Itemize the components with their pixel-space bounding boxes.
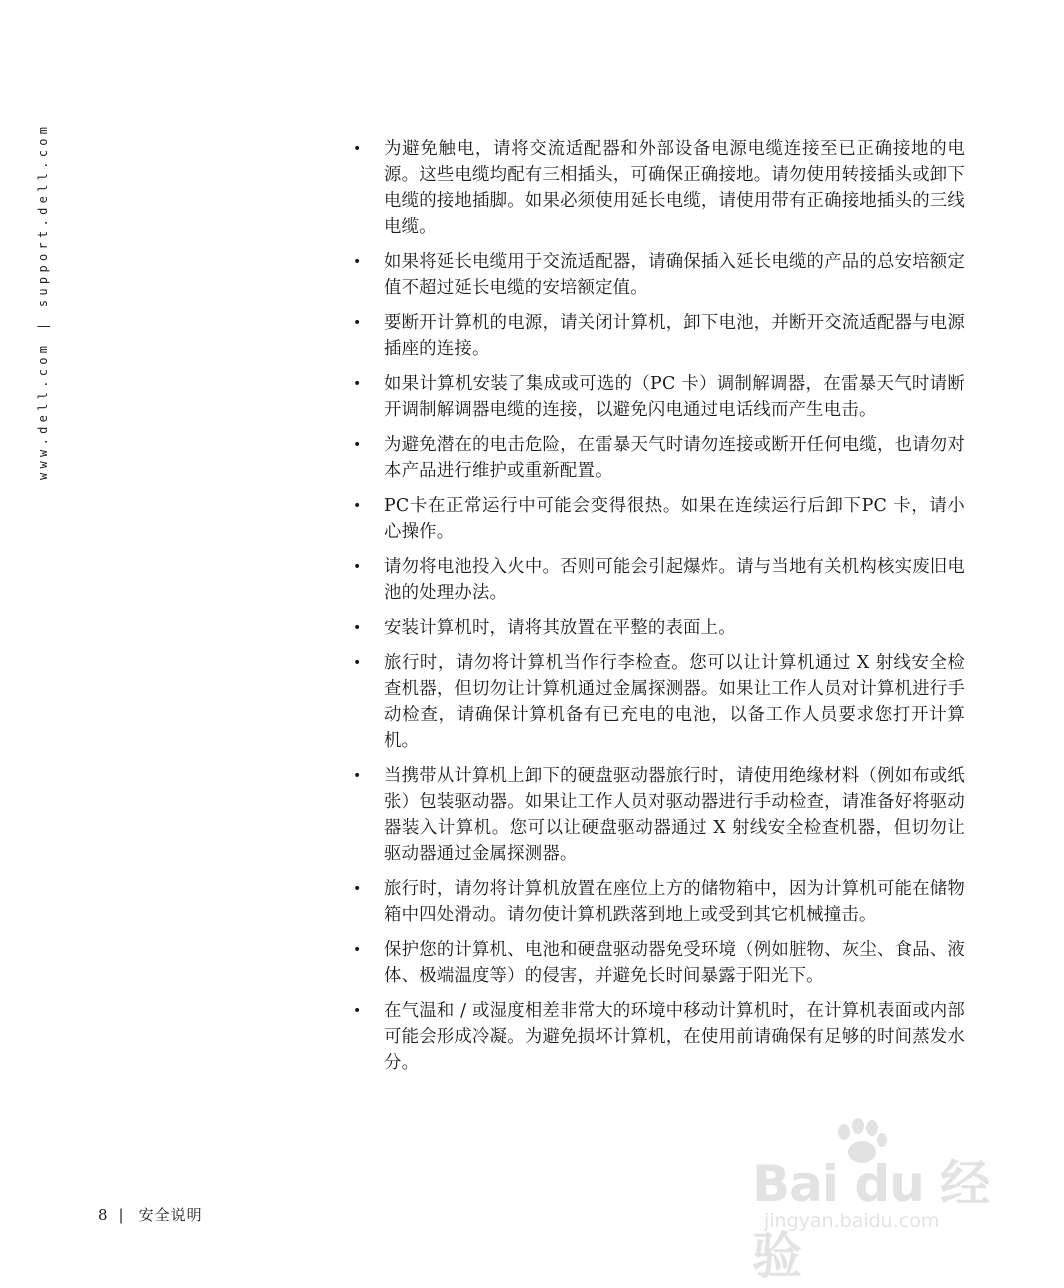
list-item: [353, 371, 965, 423]
list-item-text: 为避免潜在的电击危险，在雷暴天气时请勿连接或断开任何电缆，也请勿对本产品进行维护或重新配置。: [384, 435, 965, 481]
section-title: 安全说明: [138, 1206, 203, 1224]
bullet-icon: •: [353, 881, 362, 897]
list-item-text: 旅行时，请勿将计算机放置在座位上方的储物箱中，因为计算机可能在储物箱中四处滑动。请勿使计算机跌落到地上或受到其它机械撞击。: [384, 879, 965, 925]
sidebar-url-text: www.dell.com | support.dell.com: [36, 122, 50, 480]
bullet-icon: •: [353, 942, 362, 958]
list-item: [353, 650, 965, 754]
list-item: [353, 249, 965, 301]
sidebar-url: [36, 122, 56, 480]
list-item: [353, 493, 965, 545]
list-item: [353, 763, 965, 867]
bullet-icon: •: [353, 498, 362, 514]
list-item: [353, 432, 965, 484]
list-item-text: 保护您的计算机、电池和硬盘驱动器免受环境（例如脏物、灰尘、食品、液体、极端温度等）的侵害，并避免长时间暴露于阳光下。: [384, 940, 965, 986]
bullet-icon: •: [353, 1003, 362, 1019]
list-item-text: 请勿将电池投入火中。否则可能会引起爆炸。请与当地有关机构核实废旧电池的处理办法。: [384, 557, 965, 603]
bullet-icon: •: [353, 376, 362, 392]
bullet-icon: •: [353, 768, 362, 784]
list-item-text: 当携带从计算机上卸下的硬盘驱动器旅行时，请使用绝缘材料（例如布或纸张）包装驱动器。如果让工作人员对驱动器进行手动检查，请准备好将驱动器装入计算机。您可以让硬盘驱动器通过 X 射线安全检查机器，但切勿让驱动器通过金属探测器。: [384, 766, 965, 864]
list-item-text: 为避免触电，请将交流适配器和外部设备电源电缆连接至已正确接地的电源。这些电缆均配有三相插头，可确保正确接地。请勿使用转接插头或卸下电缆的接地插脚。如果必须使用延长电缆，请使用带有正确接地插头的三线电缆。: [384, 139, 965, 237]
bullet-icon: •: [353, 559, 362, 575]
list-item: [353, 937, 965, 989]
list-item-text: PC卡在正常运行中可能会变得很热。如果在连续运行后卸下PC 卡，请小心操作。: [384, 496, 965, 542]
bullet-icon: •: [353, 254, 362, 270]
main-content: [353, 136, 965, 1085]
list-item: [353, 615, 965, 641]
list-item-text: 如果将延长电缆用于交流适配器，请确保插入延长电缆的产品的总安培额定值不超过延长电缆的安培额定值。: [384, 252, 965, 298]
bullet-icon: •: [353, 655, 362, 671]
page-footer: [98, 1204, 203, 1225]
list-item: [353, 998, 965, 1076]
list-item-text: 如果计算机安装了集成或可选的（PC 卡）调制解调器，在雷暴天气时请断开调制解调器电缆的连接，以避免闪电通过电话线而产生电击。: [384, 374, 965, 420]
watermark-logo-text: Bai du 经验: [752, 1155, 990, 1285]
watermark-url: jingyan.baidu.com: [764, 1210, 940, 1232]
list-item: [353, 310, 965, 362]
list-item: [353, 136, 965, 240]
bullet-icon: •: [353, 620, 362, 636]
list-item-text: 旅行时，请勿将计算机当作行李检查。您可以让计算机通过 X 射线安全检查机器，但切勿让计算机通过金属探测器。如果让工作人员对计算机进行手动检查，请确保计算机备有已充电的电池，以备工作人员要求您打开计算机。: [384, 653, 965, 751]
baidu-watermark: [752, 1118, 1002, 1285]
list-item: [353, 876, 965, 928]
list-item: [353, 554, 965, 606]
bullet-list: [353, 136, 965, 1076]
list-item-text: 要断开计算机的电源，请关闭计算机，卸下电池，并断开交流适配器与电源插座的连接。: [384, 313, 965, 359]
list-item-text: 安装计算机时，请将其放置在平整的表面上。: [384, 618, 736, 638]
bullet-icon: •: [353, 315, 362, 331]
bullet-icon: •: [353, 437, 362, 453]
page-number: 8: [98, 1206, 109, 1224]
list-item-text: 在气温和 / 或湿度相差非常大的环境中移动计算机时，在计算机表面或内部可能会形成冷凝。为避免损坏计算机，在使用前请确保有足够的时间蒸发水分。: [384, 1001, 965, 1073]
bullet-icon: •: [353, 141, 362, 157]
footer-separator: |: [118, 1206, 125, 1224]
